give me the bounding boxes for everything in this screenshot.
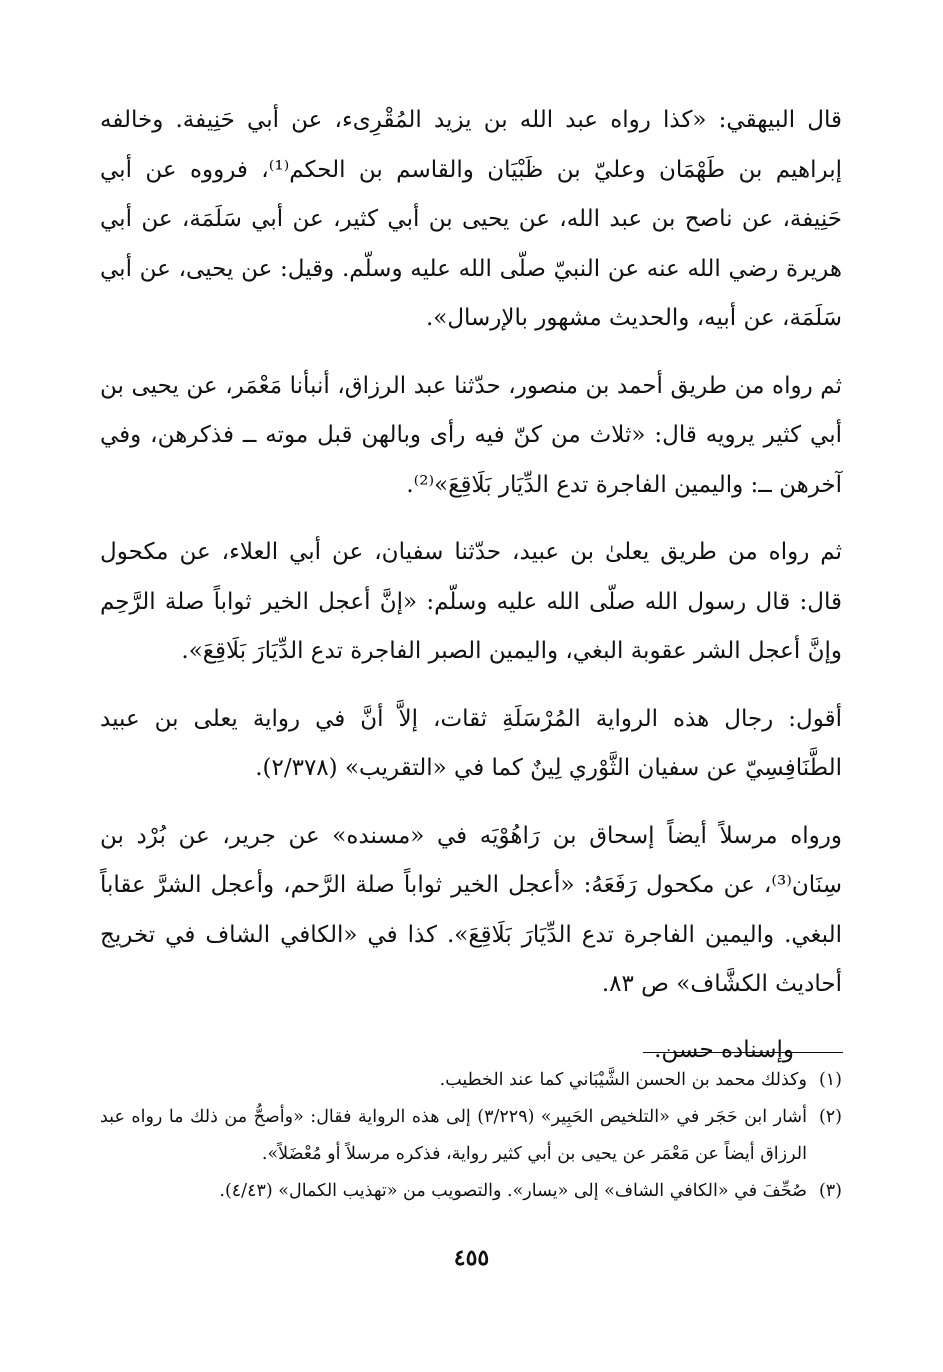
paragraph-6: وإسناده حسن. [654,1036,794,1063]
footnote-text: وكذلك محمد بن الحسن الشَّيْبَاني كما عند الخطيب. [439,1070,807,1090]
paragraph-2: ثم رواه من طريق أحمد بن منصور، حدّثنا عبد الرزاق، أنبأنا مَعْمَر، عن يحيى بن أبي كثير يرويه قال: «ثلاث من كنّ فيه رأى وبالهن قبل موته ــ فذكرهن، وفي آخرهن ــ: واليمين الفاجرة تدع الدِّيَار بَلَاقِعَ»⁽²⁾. [100,372,842,498]
footnote-number: (٣) [818,1181,842,1201]
paragraph-1: قال البيهقي: «كذا رواه عبد الله بن يزيد المُقْرِىء، عن أبي حَنِيفة. وخالفه إبراهيم بن طَهْمَان وعليّ بن ظَبْيَان والقاسم بن الحكم⁽¹⁾، فرووه عن أبي حَنِيفة، عن ناصح بن عبد الله، عن يحيى بن أبي كثير، عن أبي سَلَمَة، عن أبي هريرة رضي الله عنه عن النبيّ صلّى الله عليه وسلّم. وقيل: عن يحيى، عن أبي سَلَمَة، عن أبيه، والحديث مشهور بالإرسال». [100,107,842,331]
footnote-3 [100,1173,842,1210]
footnote-text: صُحِّفَ في «الكافي الشاف» إلى «يسار». والتصويب من «تهذيب الكمال» (٤/٤٣). [219,1181,807,1201]
footnote-text: أشار ابن حَجَر في «التلخيص الحَبِير» (٣/٢٢٩) إلى هذه الرواية فقال: «وأصحُّ من ذلك ما رواه عبد الرزاق أيضاً عن مَعْمَر عن يحيى بن أبي كثير رواية، فذكره مرسلاً أو مُعْضَلاً». [100,1107,807,1164]
footnote-number: (١) [818,1070,842,1090]
footnote-2 [100,1099,842,1173]
footnote-1 [100,1062,842,1099]
footnotes [100,1062,842,1210]
paragraph-5: ورواه مرسلاً أيضاً إسحاق بن رَاهُوْيَه في «مسنده» عن جرير، عن بُرْد بن سِنَان⁽³⁾، عن مكحول رَفَعَهُ: «أعجل الخير ثواباً صلة الرَّحم، وأعجل الشرَّ عقاباً البغي. واليمين الفاجرة تدع الدِّيَارَ بَلَاقِعَ». كذا في «الكافي الشاف في تخريج أحاديث الكشَّاف» ص ٨٣. [100,822,842,997]
footnote-number: (٢) [818,1107,842,1127]
main-text [100,96,842,1093]
paragraph-4: أقول: رجال هذه الرواية المُرْسَلَةِ ثقات، إلاَّ أنَّ في رواية يعلى بن عبيد الطَّنَافِسِيّ عن سفيان الثَّوْري لِينٌ كما في «التقريب» (٢/٣٧٨). [100,705,842,781]
footnote-divider [643,1052,843,1053]
paragraph-3: ثم رواه من طريق يعلىٰ بن عبيد، حدّثنا سفيان، عن أبي العلاء، عن مكحول قال: قال رسول الله صلّى الله عليه وسلّم: «إنَّ أعجل الخير ثواباً صلة الرَّحِم وإنَّ أعجل الشر عقوبة البغي، واليمين الصبر الفاجرة تدع الدِّيَارَ بَلَاقِعَ». [100,539,842,664]
page-number: ٤٥٥ [453,1245,490,1271]
